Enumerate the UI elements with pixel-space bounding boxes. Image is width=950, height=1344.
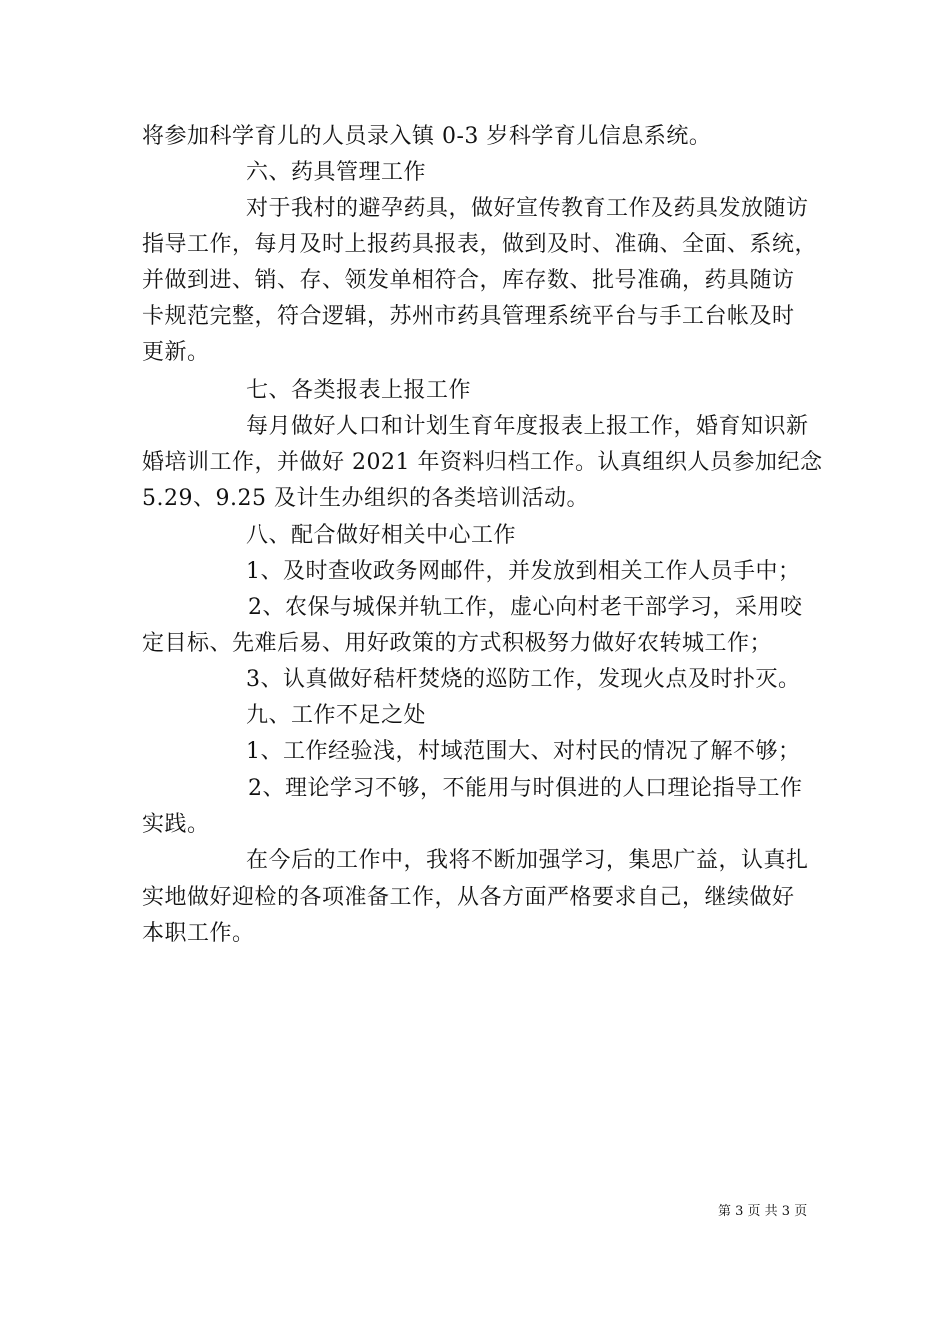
body-line: 更新。 — [142, 340, 210, 365]
body-line: 指导工作，每月及时上报药具报表，做到及时、准确、全面、系统， — [142, 232, 818, 257]
body-line: 将参加科学育儿的人员录入镇 0-3 岁科学育儿信息系统。 — [142, 124, 712, 149]
body-line: 实地做好迎检的各项准备工作，从各方面严格要求自己，继续做好 — [142, 885, 795, 910]
section-heading: 八、配合做好相关中心工作 — [246, 523, 517, 548]
body-line: 在今后的工作中，我将不断加强学习，集思广益，认真扎 — [246, 848, 809, 873]
list-item: 1、及时查收政务网邮件，并发放到相关工作人员手中； — [246, 559, 801, 584]
list-item: 2、理论学习不够，不能用与时俱进的人口理论指导工作 — [248, 776, 803, 801]
list-item: 2、农保与城保并轨工作，虚心向村老干部学习，采用咬 — [248, 595, 803, 620]
body-line: 并做到进、销、存、领发单相符合，库存数、批号准确，药具随访 — [142, 268, 795, 293]
body-line: 卡规范完整，符合逻辑，苏州市药具管理系统平台与手工台帐及时 — [142, 304, 795, 329]
section-heading: 九、工作不足之处 — [246, 703, 427, 728]
list-item: 3、认真做好秸杆焚烧的巡防工作，发现火点及时扑灭。 — [246, 667, 801, 692]
section-heading: 六、药具管理工作 — [246, 160, 427, 185]
body-line: 实践。 — [142, 812, 210, 837]
section-heading: 七、各类报表上报工作 — [246, 378, 472, 403]
body-line: 定目标、先难后易、用好政策的方式积极努力做好农转城工作； — [142, 631, 773, 656]
body-line: 对于我村的避孕药具，做好宣传教育工作及药具发放随访 — [246, 196, 809, 221]
body-line: 每月做好人口和计划生育年度报表上报工作，婚育知识新 — [246, 414, 809, 439]
page-number-footer: 第 3 页 共 3 页 — [718, 1204, 808, 1219]
body-line: 5.29、9.25 及计生办组织的各类培训活动。 — [142, 486, 589, 511]
body-line: 本职工作。 — [142, 921, 255, 946]
body-line: 婚培训工作，并做好 2021 年资料归档工作。认真组织人员参加纪念 — [142, 450, 823, 475]
list-item: 1、工作经验浅，村域范围大、对村民的情况了解不够； — [246, 739, 801, 764]
